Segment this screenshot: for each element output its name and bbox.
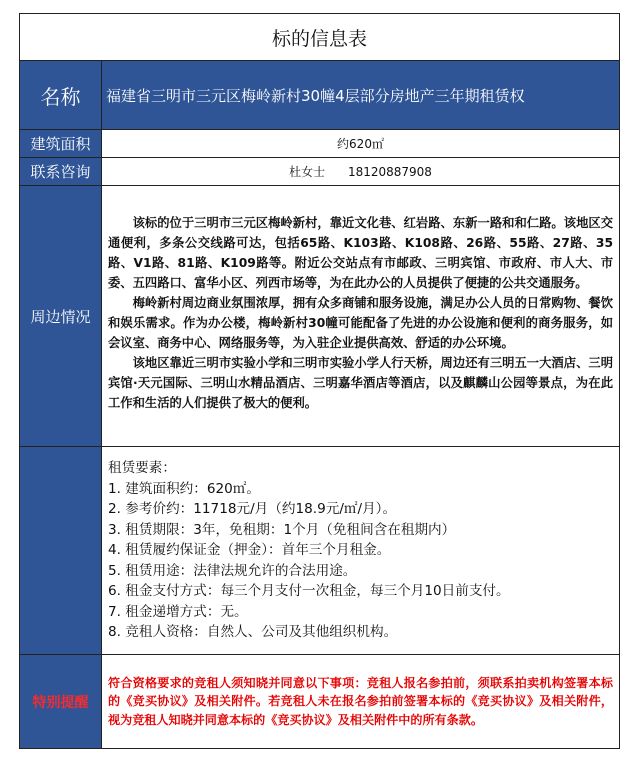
area-row bbox=[20, 130, 620, 158]
requirements-row bbox=[20, 447, 620, 655]
requirements-heading: 租赁要素： bbox=[108, 460, 176, 477]
notice-row bbox=[20, 655, 620, 749]
name-row bbox=[20, 61, 620, 130]
requirement-item: 6. 租金支付方式：每三个月支付一次租金，每三个月10日前支付。 bbox=[108, 583, 510, 600]
area-label: 建筑面积 bbox=[20, 130, 102, 158]
requirement-item: 2. 参考价约：11718元/月（约18.9元/㎡/月）。 bbox=[108, 501, 397, 518]
surroundings-paragraph: 该地区靠近三明市实验小学和三明市实验小学人行天桥，周边还有三明五一大酒店、三明宾馆·天元国际、三明山水精品酒店、三明嘉华酒店等酒店，以及麒麟山公园等景点，为在此工作和生活的人们提供了极大的便利。 bbox=[108, 356, 614, 410]
notice-label: 特别提醒 bbox=[20, 655, 102, 749]
surroundings-content bbox=[102, 186, 620, 447]
contact-text: 杜女士 18120887908 bbox=[289, 165, 432, 179]
notice-text: 符合资格要求的竞租人须知晓并同意以下事项：竞租人报名参拍前，须联系拍卖机构签署本标的《竞买协议》及相关附件。若竞租人未在报名参拍前签署本标的《竞买协议》及相关附件，视为竞租人知晓并同意本标的《竞买协议》及相关附件中的所有条款。 bbox=[102, 655, 620, 749]
area-value: 约620㎡ bbox=[102, 130, 620, 158]
contact-value bbox=[102, 158, 620, 186]
requirements-content bbox=[102, 447, 620, 655]
surroundings-label: 周边情况 bbox=[20, 186, 102, 447]
info-table bbox=[19, 13, 620, 749]
requirement-item: 5. 租赁用途：法律法规允许的合法用途。 bbox=[108, 562, 357, 579]
surroundings-paragraph: 梅岭新村周边商业氛围浓厚，拥有众多商铺和服务设施，满足办公人员的日常购物、餐饮和娱乐需求。作为办公楼，梅岭新村30幢可能配备了先进的办公设施和便利的商务服务，如会议室、商务中心、网络服务等，为入驻企业提供高效、舒适的办公环境。 bbox=[108, 296, 614, 350]
requirement-item: 4. 租赁履约保证金（押金）：首年三个月租金。 bbox=[108, 542, 391, 559]
surroundings-row bbox=[20, 186, 620, 447]
surroundings-paragraph: 该标的位于三明市三元区梅岭新村，靠近文化巷、红岩路、东新一路和和仁路。该地区交通便利，多条公交线路可达，包括65路、K103路、K108路、26路、55路、27路、35路、V1路、81路、K109路等。附近公交站点有市邮政、三明宾馆、市政府、市人大、市委、五四路口、富华小区、列西市场等，为在此办公的人员提供了便捷的公共交通服务。 bbox=[108, 216, 614, 290]
requirement-item: 8. 竞租人资格：自然人、公司及其他组织机构。 bbox=[108, 624, 398, 641]
requirements-label bbox=[20, 447, 102, 655]
name-label: 名称 bbox=[20, 61, 102, 130]
requirement-item: 3. 租赁期限：3年，免租期：1个月（免租间含在租期内） bbox=[108, 521, 456, 538]
name-value: 福建省三明市三元区梅岭新村30幢4层部分房地产三年期租赁权 bbox=[102, 61, 620, 130]
requirement-item: 1. 建筑面积约：620㎡。 bbox=[108, 480, 260, 497]
requirement-item: 7. 租金递增方式：无。 bbox=[108, 603, 248, 620]
title-row bbox=[20, 14, 620, 61]
contact-label: 联系咨询 bbox=[20, 158, 102, 186]
table-title: 标的信息表 bbox=[20, 14, 620, 61]
contact-row bbox=[20, 158, 620, 186]
